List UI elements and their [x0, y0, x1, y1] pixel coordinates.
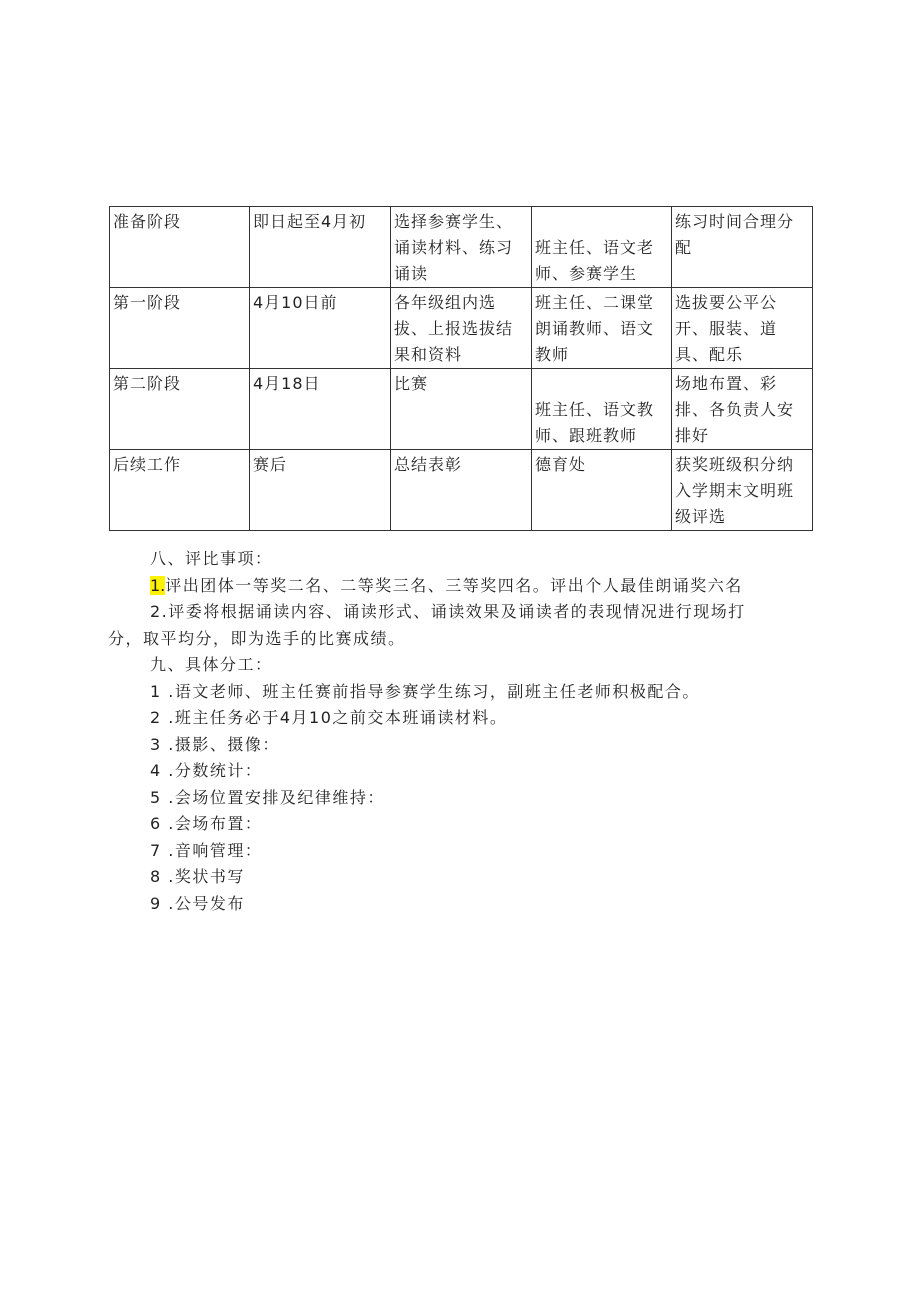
task-cell: 各年级组内选拔、上报选拔结果和资料: [391, 288, 532, 369]
stage-cell: 第一阶段: [110, 288, 250, 369]
people-cell: 德育处: [532, 450, 672, 531]
list-item: 1 .语文老师、班主任赛前指导参赛学生练习，副班主任老师积极配合。: [150, 681, 700, 701]
table-row: [110, 207, 813, 288]
task-cell: 比赛: [391, 369, 532, 450]
list-item: 4 .分数统计：: [150, 761, 263, 780]
table-row: [110, 288, 813, 369]
people-cell: 班主任、语文教师、跟班教师: [532, 369, 672, 450]
time-cell: 4月18日: [250, 369, 391, 450]
list-item: [108, 573, 808, 600]
stage-cell: 准备阶段: [110, 207, 250, 288]
section-division-of-labor: [108, 652, 808, 917]
notes-cell: 场地布置、彩排、各负责人安排好: [672, 369, 813, 450]
item-number: 1.: [150, 575, 166, 595]
section-evaluation: [108, 546, 808, 652]
notes-cell: 获奖班级积分纳入学期末文明班级评选: [672, 450, 813, 531]
list-item: 5 .会场位置安排及纪律维持：: [150, 787, 385, 807]
time-cell: 即日起至4月初: [250, 207, 391, 288]
list-item: 8 .奖状书写: [150, 867, 245, 886]
task-cell: 选择参赛学生、诵读材料、练习诵读: [391, 207, 532, 288]
time-cell: 4月10日前: [250, 288, 391, 369]
table-row: [110, 369, 813, 450]
list-item: 2 .班主任务必于4月10之前交本班诵读材料。: [150, 708, 508, 727]
people-cell: 班主任、语文老师、参赛学生: [532, 207, 672, 288]
list-item: 7 .音响管理：: [150, 840, 263, 860]
section-heading: 九、具体分工：: [150, 655, 273, 674]
notes-cell: 练习时间合理分配: [672, 207, 813, 288]
list-item: 2.评委将根据诵读内容、诵读形式、诵读效果及诵读者的表现情况进行现场打: [150, 602, 746, 621]
list-item-continuation: 分，取平均分，即为选手的比赛成绩。: [108, 628, 406, 648]
section-heading: 八、评比事项：: [150, 549, 273, 568]
table-row: [110, 450, 813, 531]
stage-cell: 第二阶段: [110, 369, 250, 450]
stage-cell: 后续工作: [110, 450, 250, 531]
list-item: 3 .摄影、摄像：: [150, 734, 280, 754]
task-cell: 总结表彰: [391, 450, 532, 531]
time-cell: 赛后: [250, 450, 391, 531]
item-text: 评出团体一等奖二名、二等奖三名、三等奖四名。评出个人最佳朗诵奖六名: [165, 575, 743, 595]
schedule-table: [109, 206, 813, 531]
list-item: 6 .会场布置：: [150, 814, 263, 833]
notes-cell: 选拔要公平公开、服装、道具、配乐: [672, 288, 813, 369]
people-cell: 班主任、二课堂朗诵教师、语文教师: [532, 288, 672, 369]
list-item: 9 .公号发布: [150, 893, 245, 913]
